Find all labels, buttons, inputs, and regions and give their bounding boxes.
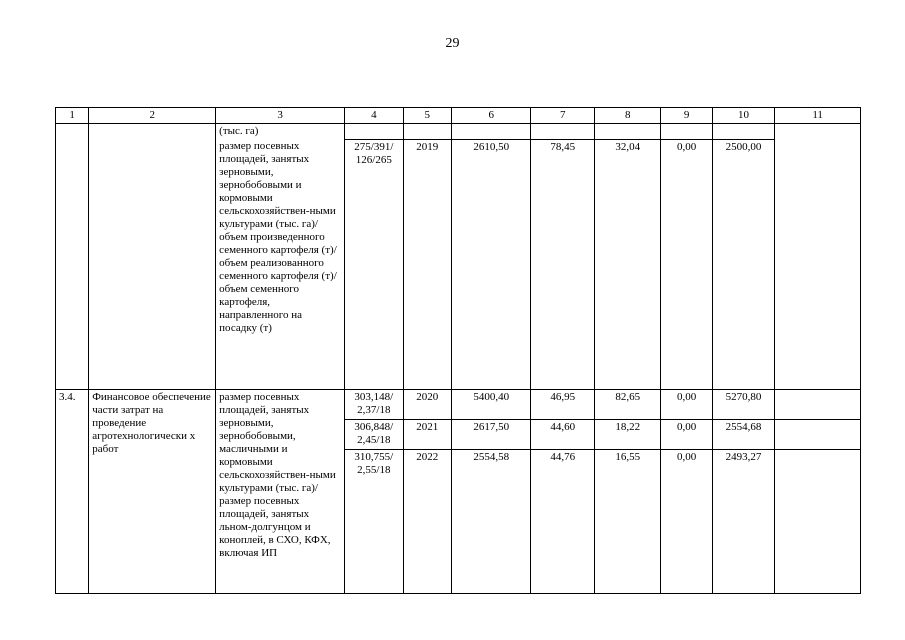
table-cell: 2493,27 (712, 449, 774, 593)
table-cell: 18,22 (594, 419, 660, 449)
header-cell: 7 (531, 108, 594, 124)
header-cell: 2 (89, 108, 216, 124)
table-cell: 16,55 (594, 449, 660, 593)
table-row (56, 389, 861, 419)
table-cell: 44,76 (531, 449, 594, 593)
table-cell: 5270,80 (712, 389, 774, 419)
table-cell: 2020 (403, 389, 451, 419)
table-cell: Финансовое обеспечение части затрат на проведение агротехнологически х работ (89, 389, 216, 593)
table-cell: 46,95 (531, 389, 594, 419)
header-cell: 10 (712, 108, 774, 124)
table-cell: 2554,68 (712, 419, 774, 449)
table-cell: 2019 (403, 139, 451, 389)
table-cell: 303,148/ 2,37/18 (345, 389, 403, 419)
table-cell: размер посевных площадей, занятых зерновыми, зернобобовыми и кормовыми сельскохозяйствен-ными культурами (тыс. га)/ объем произведенного семенного картофеля (т)/ объем реализованного семенного картофеля (т)/ объем семенного картофеля, направленного на посадку (т) (216, 139, 345, 389)
table-cell: 0,00 (661, 389, 712, 419)
table-cell: 32,04 (594, 139, 660, 389)
table-cell: 2500,00 (712, 139, 774, 389)
table-cell: 0,00 (661, 419, 712, 449)
table-cell: 0,00 (661, 139, 712, 389)
header-cell: 9 (661, 108, 712, 124)
header-cell: 4 (345, 108, 403, 124)
table-cell: 275/391/ 126/265 (345, 139, 403, 389)
table-cell: 2021 (403, 419, 451, 449)
table-cell: 310,755/ 2,55/18 (345, 449, 403, 593)
table-cell: 2554,58 (451, 449, 531, 593)
table-cell: размер посевных площадей, занятых зерновыми, зернобобовыми, масличными и кормовыми сельскохозяйствен-ными культурами (тыс. га)/ размер посевных площадей, занятых льном-долгунцом и коноплей, в СХО, КФХ, включая ИП (216, 389, 345, 593)
header-cell: 8 (594, 108, 660, 124)
header-row (56, 108, 861, 124)
table-cell: 306,848/ 2,45/18 (345, 419, 403, 449)
table-cell: 78,45 (531, 139, 594, 389)
table-row (56, 124, 861, 140)
data-table (55, 107, 861, 594)
table-cell: 5400,40 (451, 389, 531, 419)
table-cell: 2617,50 (451, 419, 531, 449)
table-cell: 3.4. (56, 389, 89, 593)
table-cell: 82,65 (594, 389, 660, 419)
page-number: 29 (445, 36, 460, 51)
header-cell: 1 (56, 108, 89, 124)
header-cell: 11 (775, 108, 861, 124)
table-cell: 44,60 (531, 419, 594, 449)
header-cell: 3 (216, 108, 345, 124)
header-cell: 5 (403, 108, 451, 124)
table-cell: 0,00 (661, 449, 712, 593)
table-cell: 2022 (403, 449, 451, 593)
table-cell: 2610,50 (451, 139, 531, 389)
table-cell: (тыс. га) (216, 124, 345, 140)
header-cell: 6 (451, 108, 531, 124)
